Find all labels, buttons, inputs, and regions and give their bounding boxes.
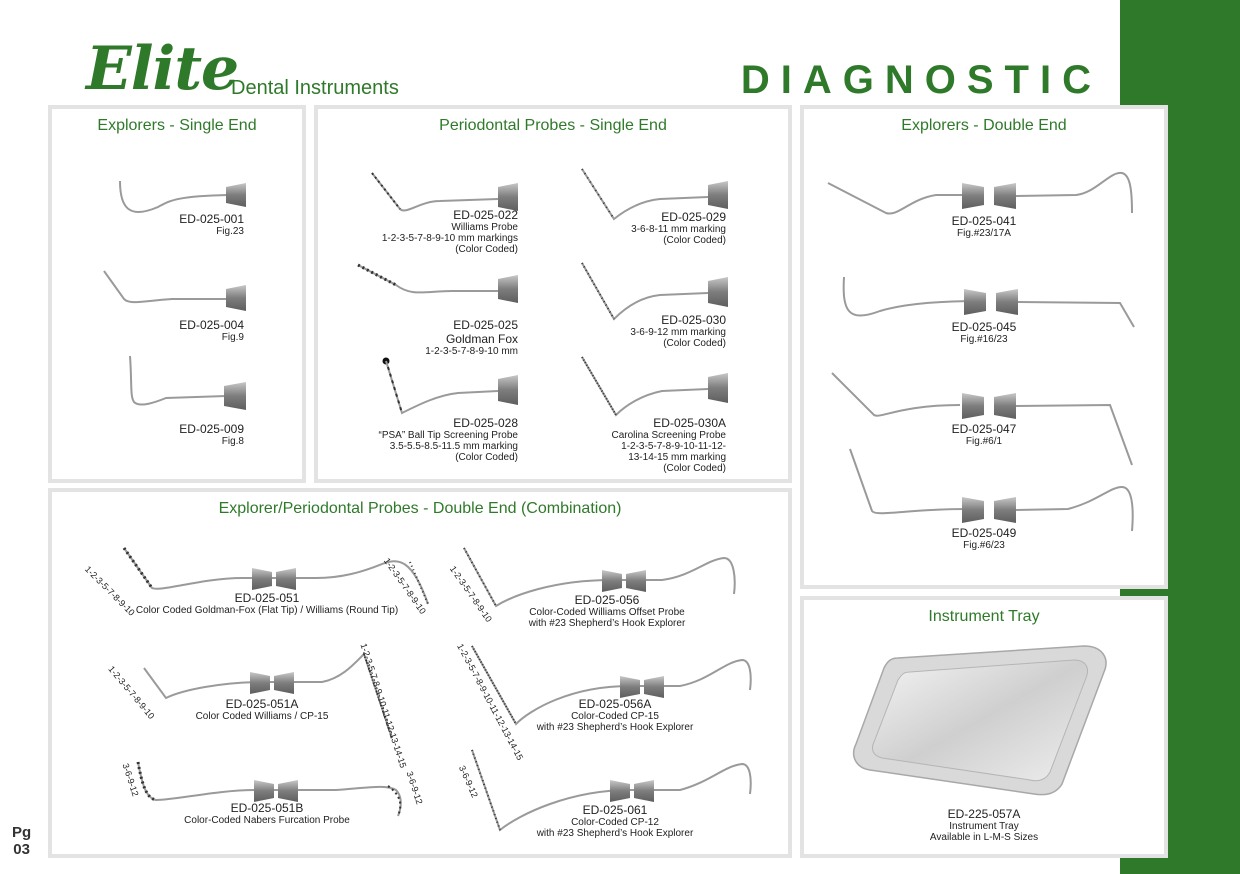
item-ed-025-056	[462, 594, 752, 629]
item-line: (Color Coded)	[455, 244, 518, 255]
item-line: 3.5-5.5-8.5-11.5 mm marking	[389, 441, 518, 452]
item-ed-025-009	[179, 423, 244, 447]
brand-logo: Elite	[86, 34, 239, 104]
item-line: (Color Coded)	[663, 463, 726, 474]
item-line: with #23 Shepherd’s Hook Explorer	[536, 828, 694, 839]
marks-056-left: 1-2-3-5-7-8-9-10	[447, 564, 494, 624]
marks-051a-right: 1-2-3-5-7-8-9-10-11-12-13-14-15	[358, 642, 409, 770]
item-code: ED-025-030A	[653, 416, 726, 430]
item-code: ED-025-049	[951, 526, 1017, 540]
panel-title: Explorer/Periodontal Probes - Double End (Combination)	[218, 500, 622, 517]
item-ed-025-029	[631, 211, 726, 246]
page-number	[12, 824, 31, 858]
item-code: ED-025-047	[951, 422, 1017, 436]
item-line: 1-2-3-5-7-8-9-10-11-12-	[621, 441, 726, 452]
item-code: ED-025-001	[179, 212, 244, 226]
item-ed-025-051	[112, 592, 422, 616]
item-line: (Color Coded)	[663, 338, 726, 349]
item-code: ED-025-028	[453, 416, 518, 430]
item-ed-025-025	[425, 319, 518, 357]
item-line: Color-Coded Williams Offset Probe	[529, 607, 685, 618]
item-line: Instrument Tray	[949, 821, 1019, 832]
item-line: Color-Coded CP-15	[571, 711, 659, 722]
explorer-single-004-image	[102, 269, 248, 313]
item-ed-025-045	[804, 321, 1164, 345]
item-ed-025-030	[630, 314, 726, 349]
item-line: 13-14-15 mm marking	[628, 452, 726, 463]
item-line: 3-6-8-11 mm marking	[631, 224, 726, 235]
explorer-single-009-image	[126, 354, 248, 414]
item-desc: Fig.8	[221, 436, 244, 447]
item-line: Goldman Fox	[445, 332, 518, 346]
item-desc: Fig.9	[221, 332, 244, 343]
item-code: ED-025-051B	[230, 801, 304, 815]
item-line: 3-6-9-12 mm marking	[630, 327, 726, 338]
item-code: ED-025-051	[234, 591, 300, 605]
marks-051b-right: 3-6-9-12	[404, 770, 425, 806]
panel-title: Periodontal Probes - Single End	[439, 117, 667, 134]
brand-subtitle: Dental Instruments	[231, 77, 399, 99]
item-ed-025-028	[378, 417, 518, 463]
marks-051b-left: 3-6-9-12	[120, 762, 141, 798]
item-line: (Color Coded)	[455, 452, 518, 463]
item-line: Color Coded Goldman-Fox (Flat Tip) / Williams (Round Tip)	[135, 605, 399, 616]
item-line: (Color Coded)	[663, 235, 726, 246]
marks-051a-left: 1-2-3-5-7-8-9-10	[106, 664, 157, 722]
marks-051-left: 1-2-3-5-7-8-9-10	[82, 564, 137, 618]
item-code: ED-025-056	[574, 593, 640, 607]
marks-061-left: 3-6-9-12	[456, 764, 480, 800]
item-code: ED-025-022	[453, 208, 518, 222]
item-desc: Fig.#16/23	[960, 334, 1008, 345]
item-line: Available in L-M-S Sizes	[929, 832, 1039, 843]
instrument-tray-image	[848, 638, 1118, 798]
panel-title: Instrument Tray	[928, 608, 1040, 625]
item-ed-025-056a	[470, 698, 760, 733]
item-code: ED-025-025	[453, 318, 518, 332]
item-code: ED-025-009	[179, 422, 244, 436]
item-ed-025-047	[804, 423, 1164, 447]
panel-perio-probes-single-end	[314, 105, 792, 483]
panel-title: Explorers - Single End	[97, 117, 257, 134]
item-desc: Fig.#23/17A	[957, 228, 1011, 239]
marks-051-right: 1-2-3-5-7-8-9-10	[381, 556, 428, 616]
item-ed-025-049	[804, 527, 1164, 551]
item-line: Carolina Screening Probe	[611, 430, 726, 441]
item-ed-225-057a	[804, 808, 1164, 843]
item-line: 1-2-3-5-7-8-9-10 mm	[425, 346, 518, 357]
probe-025-image	[356, 261, 520, 305]
item-code: ED-025-030	[661, 313, 726, 327]
page-title: DIAGNOSTIC	[740, 58, 1102, 102]
item-code: ED-025-004	[179, 318, 244, 332]
item-line: with #23 Shepherd’s Hook Explorer	[528, 618, 686, 629]
item-ed-025-061	[470, 804, 760, 839]
item-ed-025-030a	[611, 417, 726, 474]
item-desc: Fig.23	[216, 226, 244, 237]
item-desc: Fig.#6/23	[963, 540, 1005, 551]
item-line: Color Coded Williams / CP-15	[195, 711, 329, 722]
probe-028-image	[382, 355, 520, 421]
panel-combination-double-end	[48, 488, 792, 858]
explorer-double-041-image	[826, 169, 1136, 219]
item-code: ED-025-061	[582, 803, 648, 817]
item-line: Color-Coded Nabers Furcation Probe	[184, 815, 350, 826]
item-line: Williams Probe	[451, 222, 518, 233]
marks-056a-left: 1-2-3-5-7-8-9-10-11-12-13-14-15	[455, 642, 526, 762]
item-ed-025-004	[179, 319, 244, 343]
item-code: ED-025-045	[951, 320, 1017, 334]
item-line: 1-2-3-5-7-8-9-10 mm markings	[381, 233, 518, 244]
probe-030a-image	[580, 355, 730, 425]
panel-title: Explorers - Double End	[901, 117, 1067, 134]
item-ed-025-051a	[112, 698, 412, 722]
item-line: “PSA” Ball Tip Screening Probe	[378, 430, 518, 441]
item-code: ED-025-029	[661, 210, 726, 224]
item-ed-025-041	[804, 215, 1164, 239]
panel-instrument-tray	[800, 596, 1168, 858]
item-code: ED-225-057A	[947, 807, 1021, 821]
page-number-label: Pg	[12, 824, 32, 841]
item-line: with #23 Shepherd’s Hook Explorer	[536, 722, 694, 733]
item-ed-025-051b	[112, 802, 422, 826]
item-code: ED-025-051A	[225, 697, 299, 711]
item-line: Color-Coded CP-12	[571, 817, 659, 828]
panel-explorers-single-end	[48, 105, 306, 483]
item-ed-025-001	[179, 213, 244, 237]
item-code: ED-025-041	[951, 214, 1017, 228]
item-code: ED-025-056A	[578, 697, 652, 711]
panel-explorers-double-end	[800, 105, 1168, 589]
item-ed-025-022	[382, 209, 518, 255]
page-number-value: 03	[13, 841, 30, 858]
explorer-double-049-image	[848, 447, 1138, 533]
item-desc: Fig.#6/1	[965, 436, 1003, 447]
